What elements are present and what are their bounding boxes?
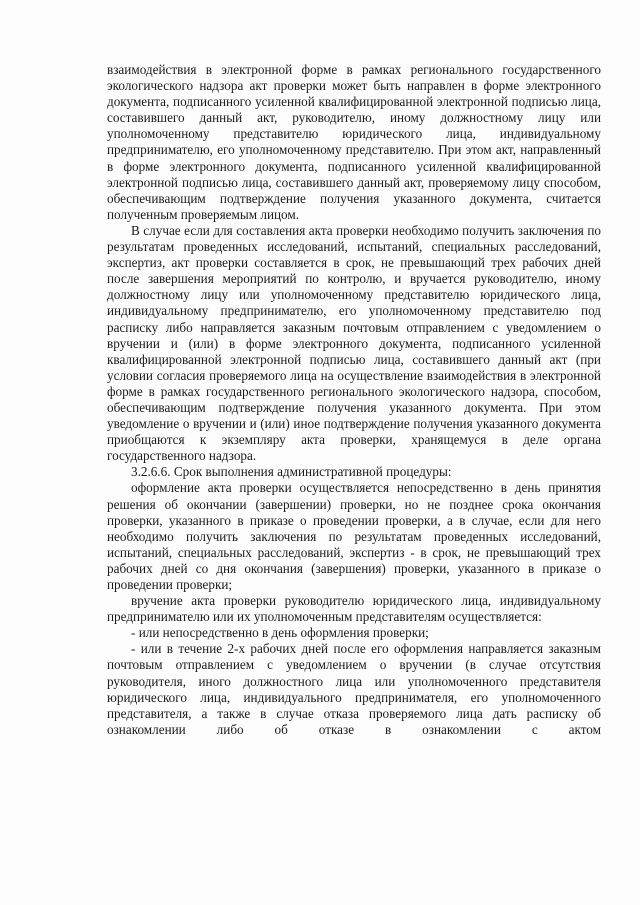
document-body <box>107 62 601 738</box>
list-item-same-day: - или непосредственно в день оформления проверки; <box>131 625 429 641</box>
paragraph-act-preparation: оформление акта проверки осуществляется непосредственно в день принятия решения об окончании (завершении) проверки, но не позднее срока окончания проверки, указанного в приказе о проведении проверки, а в случае, если для него необходимо получить заключения по результатам проведенных исследований, испытаний, специальных расследований, экспертиз - в срок, не превышающий трех рабочих дней со дня окончания (завершения) проверки, указанного в приказе о проведении проверки; <box>107 480 601 592</box>
paragraph-expert-conclusions: В случае если для составления акта проверки необходимо получить заключения по результатам проведенных исследований, испытаний, специальных расследований, экспертиз, акт проверки составляется в срок, не превышающий трех рабочих дней после завершения мероприятий по контролю, и вручается руководителю, иному должностному лицу или уполномоченному представителю юридического лица, индивидуальному предпринимателю, его уполномоченному представителю под расписку либо направляется заказным почтовым отправлением с уведомлением о вручении и (или) в форме электронного документа, подписанного усиленной квалифицированной электронной подписью лица, составившего данный акт (при условии согласия проверяемого лица на осуществление взаимодействия в электронной форме в рамках государственного регионального экологического надзора, способом, обеспечивающим подтверждение получения указанного документа. При этом уведомление о вручении и (или) иное подтверждение получения указанного документа приобщаются к экземпляру акта проверки, хранящемуся в деле органа государственного надзора. <box>107 222 601 464</box>
paragraph-electronic-delivery: взаимодействия в электронной форме в рамках регионального государственного экологического надзора акт проверки может быть направлен в форме электронного документа, подписанного усиленной квалифицированной электронной подписью лица, составившего данный акт, руководителю, иному должностному лицу или уполномоченному представителю юридического лица, индивидуальному предпринимателю, его уполномоченному представителю. При этом акт, направленный в форме электронного документа, подписанного усиленной квалифицированной электронной подписью лица, составившего данный акт, проверяемому лицу способом, обеспечивающим подтверждение получения указанного документа, считается полученным проверяемым лицом. <box>107 62 601 222</box>
paragraph-act-delivery: вручение акта проверки руководителю юридического лица, индивидуальному предпринимателю или их уполномоченным представителям осуществляется: <box>107 593 601 625</box>
list-item-two-days: - или в течение 2-х рабочих дней после его оформления направляется заказным почтовым отправлением с уведомлением о вручении (в случае отсутствия руководителя, иного должностного лица или уполномоченного представителя юридического лица, индивидуального предпринимателя, его уполномоченного представителя, а также в случае отказа проверяемого лица дать расписку об ознакомлении либо об отказе в ознакомлении с актом <box>107 641 601 737</box>
paragraph-section-heading: 3.2.6.6. Срок выполнения административной процедуры: <box>131 464 452 480</box>
